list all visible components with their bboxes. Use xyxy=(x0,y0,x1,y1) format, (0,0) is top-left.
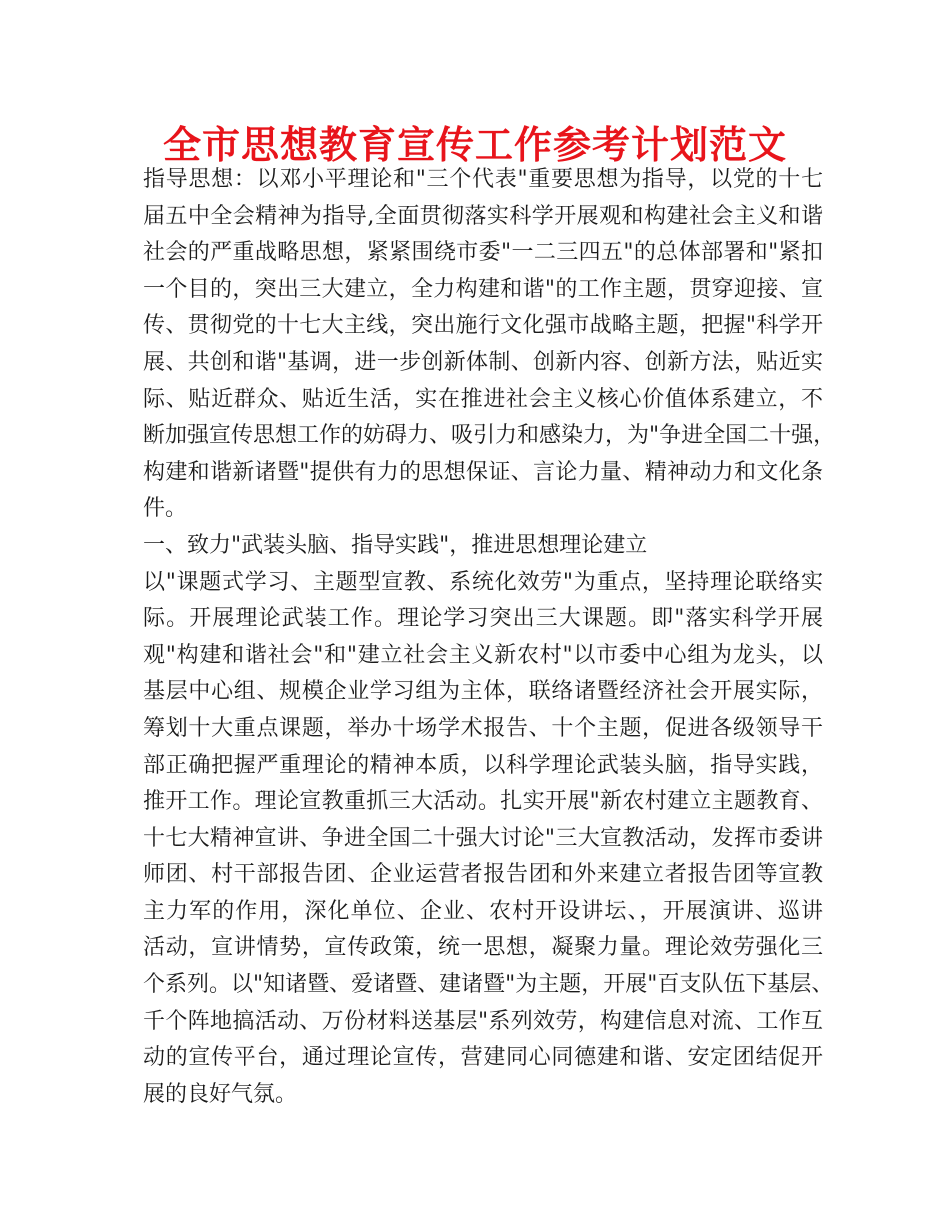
document-body xyxy=(143,162,836,1113)
paragraph-line: 筹划十大重点课题，举办十场学术报告、十个主题，促进各级领导干 xyxy=(143,715,823,741)
paragraph-line: 件。 xyxy=(143,496,188,522)
paragraph-line: 以"课题式学习、主题型宣教、系统化效劳"为重点，坚持理论联络实 xyxy=(143,569,823,595)
paragraph-line: 部正确把握严重理论的精神本质，以科学理论武装头脑，指导实践， xyxy=(143,752,823,778)
paragraph-line: 断加强宣传思想工作的妨碍力、吸引力和感染力，为"争进全国二十强， xyxy=(143,423,836,449)
paragraph-line: 千个阵地搞活动、万份材料送基层"系列效劳，构建信息对流、工作互 xyxy=(143,1008,823,1034)
paragraph-line: 推开工作。理论宣教重抓三大活动。扎实开展"新农村建立主题教育、 xyxy=(143,789,823,815)
paragraph-line: 活动，宣讲情势，宣传政策，统一思想，凝聚力量。理论效劳强化三 xyxy=(143,935,823,961)
paragraph-line: 构建和谐新诸暨"提供有力的思想保证、言论力量、精神动力和文化条 xyxy=(143,459,823,485)
paragraph-line: 际、贴近群众、贴近生活，实在推进社会主义核心价值体系建立，不 xyxy=(143,386,823,412)
paragraph-line: 十七大精神宣讲、争进全国二十强大讨论"三大宣教活动，发挥市委讲 xyxy=(143,825,823,851)
paragraph-line: 基层中心组、规模企业学习组为主体，联络诸暨经济社会开展实际， xyxy=(143,679,823,705)
paragraph-line: 个系列。以"知诸暨、爱诸暨、建诸暨"为主题，开展"百支队伍下基层、 xyxy=(143,972,834,998)
document-title: 全市思想教育宣传工作参考计划范文 xyxy=(162,123,787,167)
paragraph-line: 社会的严重战略思想，紧紧围绕市委"一二三四五"的总体部署和"紧扣 xyxy=(143,240,823,266)
paragraph-line: 一个目的，突出三大建立，全力构建和谐"的工作主题，贯穿迎接、宣 xyxy=(143,276,823,302)
paragraph-line: 一、致力"武装头脑、指导实践"，推进思想理论建立 xyxy=(143,532,648,558)
paragraph-line: 届五中全会精神为指导,全面贯彻落实科学开展观和构建社会主义和谐 xyxy=(143,203,823,229)
paragraph-line: 传、贯彻党的十七大主线，突出施行文化强市战略主题，把握"科学开 xyxy=(143,313,823,339)
paragraph-line: 展、共创和谐"基调，进一步创新体制、创新内容、创新方法，贴近实 xyxy=(143,349,823,375)
paragraph-line: 际。开展理论武装工作。理论学习突出三大课题。即"落实科学开展 xyxy=(143,606,823,632)
paragraph-line: 动的宣传平台，通过理论宣传，营建同心同德建和谐、安定团结促开 xyxy=(143,1045,823,1071)
paragraph-line: 师团、村干部报告团、企业运营者报告团和外来建立者报告团等宣教 xyxy=(143,862,823,888)
paragraph-line: 指导思想：以邓小平理论和"三个代表"重要思想为指导，以党的十七 xyxy=(143,167,823,192)
paragraph-line: 观"构建和谐社会"和"建立社会主义新农村"以市委中心组为龙头，以 xyxy=(143,642,823,668)
paragraph-line: 展的良好气氛。 xyxy=(143,1081,298,1107)
paragraph-line: 主力军的作用，深化单位、企业、农村开设讲坛、，开展演讲、巡讲 xyxy=(143,898,823,924)
